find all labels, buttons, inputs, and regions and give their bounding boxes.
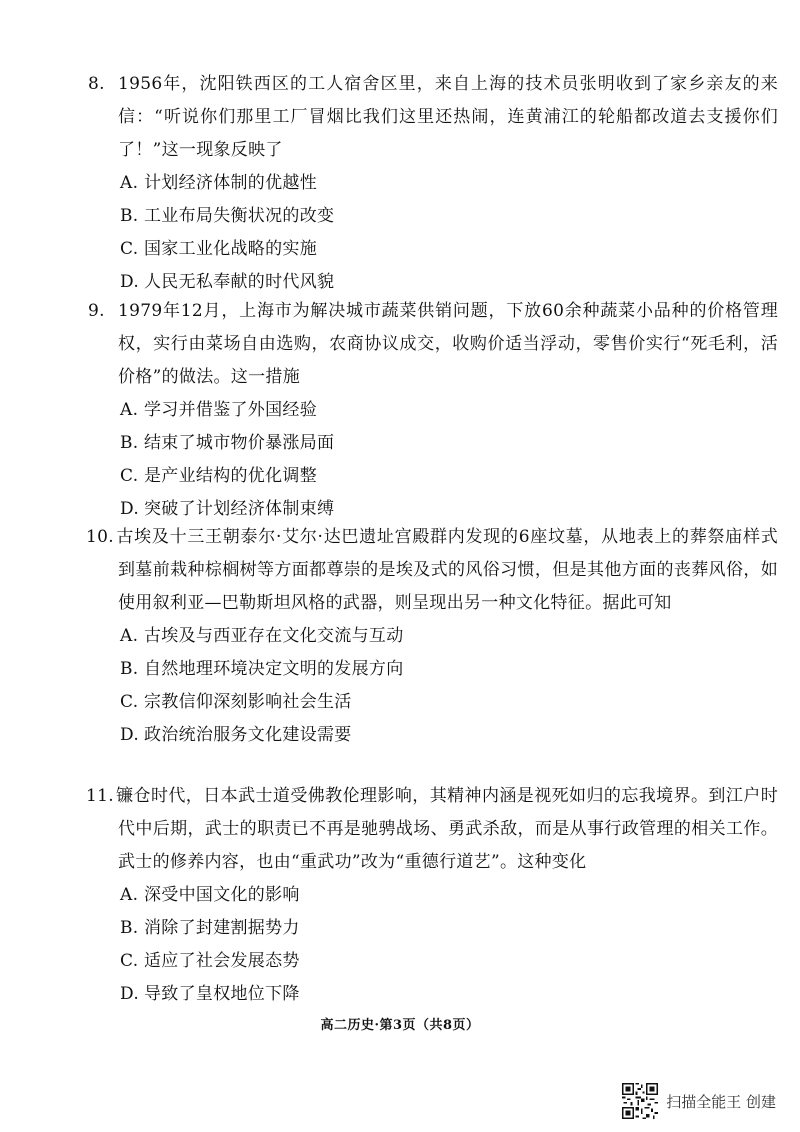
option-text: 古埃及与西亚存在文化交流与互动 (144, 626, 404, 646)
option-c (88, 945, 778, 978)
option-d (88, 978, 778, 1011)
option-a (88, 879, 778, 912)
option-letter: B. (120, 918, 139, 938)
option-c (88, 460, 778, 493)
option-text: 深受中国文化的影响 (144, 885, 300, 905)
option-letter: B. (120, 433, 139, 453)
option-text: 国家工业化战略的实施 (144, 239, 317, 259)
option-b (88, 912, 778, 945)
question-number: 9. (88, 301, 105, 321)
option-text: 计划经济体制的优越性 (144, 173, 317, 193)
option-text: 工业布局失衡状况的改变 (144, 206, 335, 226)
option-letter: C. (120, 466, 139, 486)
question-number: 8. (88, 74, 105, 94)
option-text: 自然地理环境决定文明的发展方向 (144, 659, 404, 679)
question-stem (88, 780, 778, 879)
option-text: 政治统治服务文化建设需要 (144, 725, 352, 745)
watermark-text: 扫描全能王 创建 (666, 1092, 776, 1111)
option-letter: A. (120, 400, 139, 420)
question-9 (88, 295, 778, 526)
option-text: 是产业结构的优化调整 (144, 466, 317, 486)
option-text: 适应了社会发展态势 (144, 951, 300, 971)
option-text: 突破了计划经济体制束缚 (144, 499, 335, 519)
option-letter: B. (120, 206, 139, 226)
question-text: 古埃及十三王朝泰尔·艾尔·达巴遗址宫殿群内发现的6座坟墓，从地表上的葬祭庙样式到墓前栽种棕榈树等方面都尊崇的是埃及式的风俗习惯，但是其他方面的丧葬风俗，如使用叙利亚—巴勒斯坦风格的武器，则呈现出另一种文化特征。据此可知 (116, 527, 778, 613)
option-list (88, 394, 778, 526)
option-c (88, 233, 778, 266)
option-letter: B. (120, 659, 139, 679)
option-a (88, 167, 778, 200)
option-b (88, 427, 778, 460)
option-list (88, 620, 778, 752)
option-text: 消除了封建割据势力 (144, 918, 300, 938)
question-number: 11. (86, 786, 114, 806)
question-number: 10. (86, 527, 114, 547)
option-c (88, 686, 778, 719)
option-letter: C. (120, 951, 139, 971)
option-text: 人民无私奉献的时代风貌 (144, 272, 335, 292)
option-letter: A. (120, 885, 139, 905)
question-stem (88, 68, 778, 167)
question-11 (88, 780, 778, 1011)
question-text: 镰仓时代，日本武士道受佛教伦理影响，其精神内涵是视死如归的忘我境界。到江户时代中后期，武士的职责已不再是驰骋战场、勇武杀敌，而是从事行政管理的相关工作。武士的修养内容，也由“重武功”改为“重德行道艺”。这种变化 (116, 786, 778, 872)
option-a (88, 394, 778, 427)
option-b (88, 200, 778, 233)
option-text: 宗教信仰深刻影响社会生活 (144, 692, 352, 712)
scanner-watermark (622, 1083, 776, 1119)
option-a (88, 620, 778, 653)
option-text: 结束了城市物价暴涨局面 (144, 433, 335, 453)
option-letter: D. (120, 272, 140, 292)
option-text: 导致了皇权地位下降 (144, 984, 300, 1004)
option-b (88, 653, 778, 686)
qr-code-icon (622, 1083, 658, 1119)
option-letter: A. (120, 173, 139, 193)
question-text: 1956年，沈阳铁西区的工人宿舍区里，来自上海的技术员张明收到了家乡亲友的来信：“听说你们那里工厂冒烟比我们这里还热闹，连黄浦江的轮船都改道去支援你们了！”这一现象反映了 (118, 74, 778, 160)
question-stem (88, 295, 778, 394)
option-letter: A. (120, 626, 139, 646)
option-d (88, 719, 778, 752)
question-text: 1979年12月，上海市为解决城市蔬菜供销问题，下放60余种蔬菜小品种的价格管理权，实行由菜场自由选购，农商协议成交，收购价适当浮动，零售价实行“死毛利，活价格”的做法。这一措施 (118, 301, 778, 387)
option-letter: C. (120, 239, 139, 259)
question-10 (88, 521, 778, 752)
option-letter: C. (120, 692, 139, 712)
option-letter: D. (120, 499, 140, 519)
option-list (88, 879, 778, 1011)
page-footer: 高二历史·第3页（共8页） (320, 1018, 480, 1033)
option-list (88, 167, 778, 299)
option-letter: D. (120, 984, 140, 1004)
question-8 (88, 68, 778, 299)
option-letter: D. (120, 725, 140, 745)
option-text: 学习并借鉴了外国经验 (144, 400, 317, 420)
question-stem (88, 521, 778, 620)
